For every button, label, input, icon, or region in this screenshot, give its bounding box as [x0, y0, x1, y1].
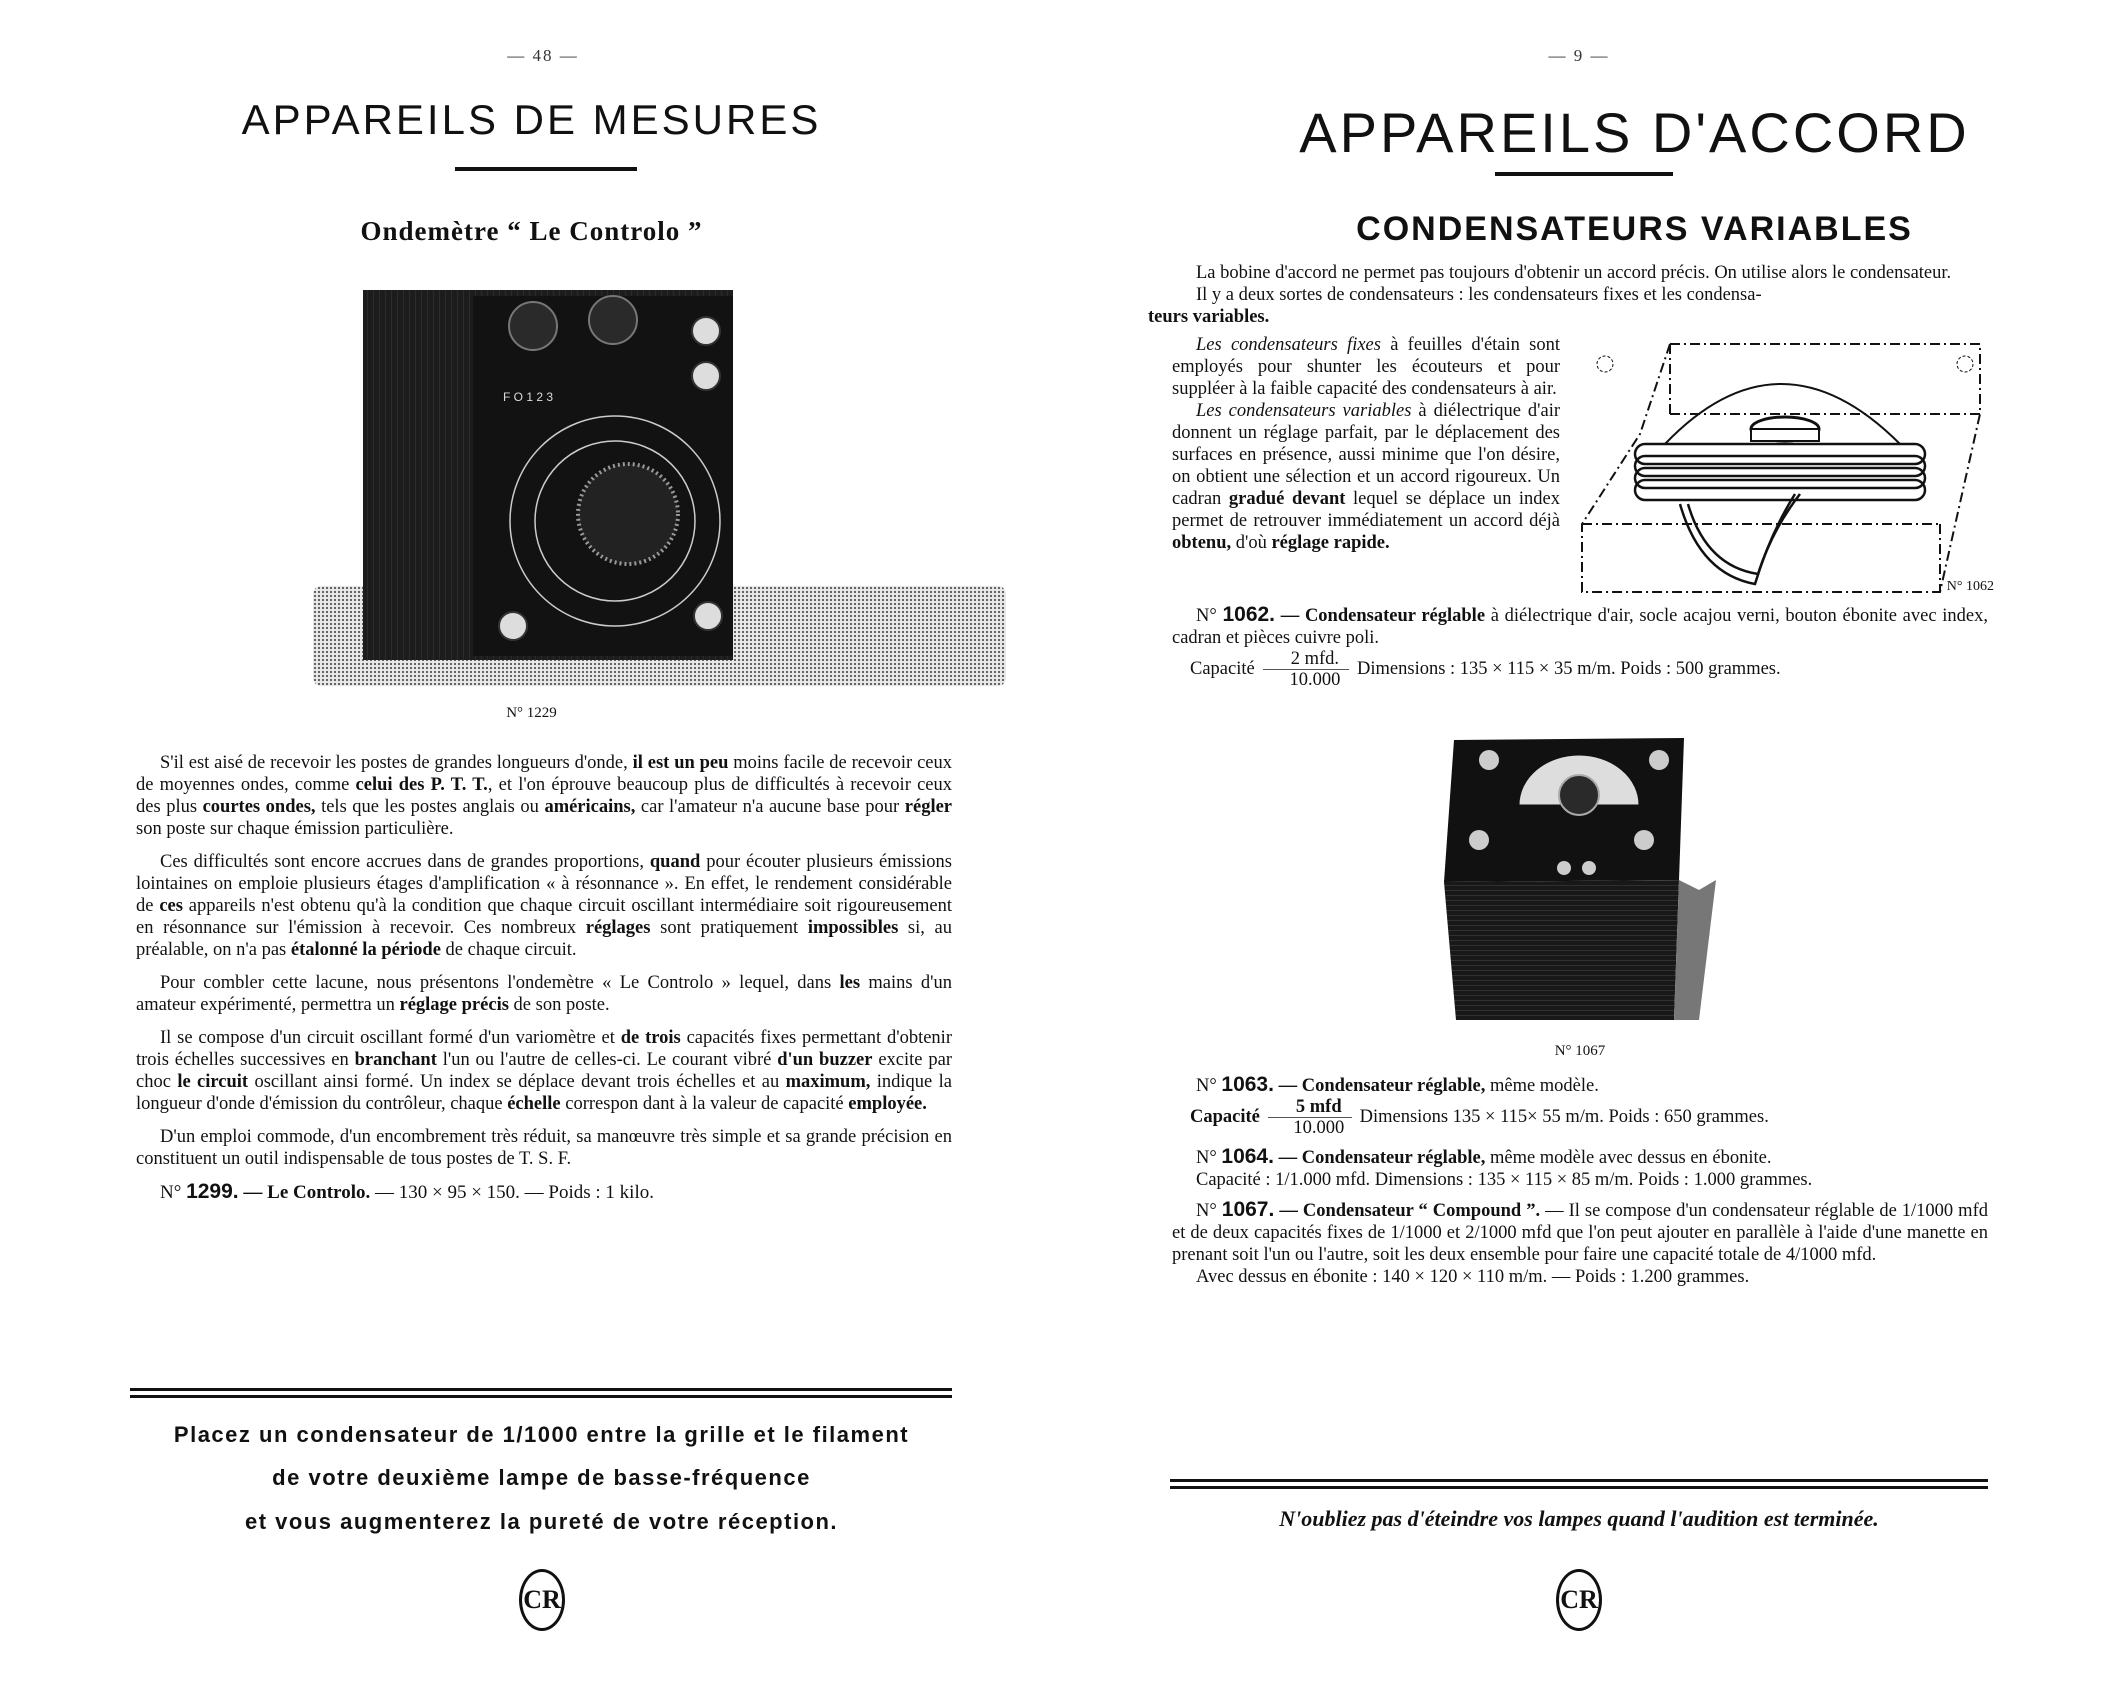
product-1067: N° 1067. — Condensateur “ Compound ”. — Il se compose d'un condensateur réglable de 1/1000 mfd et de deux capacités fixes de 1/1000 et 2/1000 mfd que l'on peut ajouter en parallèle à l'aide d'une manette en prenant soit l'un ou l'autre, soit les deux ensemble pour faire une capacité totale de 4/1000 mfd.: [1172, 1198, 1988, 1265]
page-number: — 9 —: [1548, 46, 1610, 65]
paragraph: Les condensateurs fixes à feuilles d'étain sont employés pour shunter les écouteurs et pour suppléer à la faible capacité des condensateurs à air.: [1172, 335, 1560, 399]
wavemeter-photo-icon: [313, 286, 1006, 694]
photo-caption: N° 1067: [1554, 1043, 1606, 1059]
paragraph: Les condensateurs variables à diélectrique d'air donnent un réglage parfait, par le déplacement des surfaces en présence, aussi minime que l'on désire, on obtient une sélection et un accord rigoureux. Un cadran gradué devant lequel se déplace un index permet de retrouver immédiatement un accord déjà obtenu, d'où réglage rapide.: [1172, 401, 1560, 553]
title-rule: [1495, 172, 1673, 176]
page-title: APPAREILS DE MESURES: [241, 96, 822, 143]
product-1062-capacity: Capacité $\frac{\text{2 mfd.}}{10.000}$ Dimensions : 135 × 115 × 35 m/m. Poids : 500 grammes.: [1190, 649, 1781, 690]
product-1063-capacity: Capacité $\frac{\text{5 mfd}}{10.000}$ Dimensions 135 × 115× 55 m/m. Poids : 650 grammes.: [1190, 1097, 1769, 1138]
tagline: N'oubliez pas d'éteindre vos lampes quand l'audition est terminée.: [1279, 1506, 1879, 1531]
product-1062: N° 1062. — Condensateur réglable à diélectrique d'air, socle acajou verni, bouton ébonite avec index, cadran et pièces cuivre poli.: [1172, 603, 1988, 648]
body-text: [136, 752, 952, 1204]
paragraph: S'il est aisé de recevoir les postes de grandes longueurs d'onde, il est un peu moins facile de recevoir ceux de moyennes ondes, comme celui des P. T. T., et l'on éprouve beaucoup plus de difficultés à recevoir ceux des plus courtes ondes, tels que les postes anglais ou américains, car l'amateur n'a aucune base pour régler son poste sur chaque émission particulière.: [136, 753, 953, 839]
body-text: [1148, 262, 1994, 1288]
page-title: APPAREILS D'ACCORD: [1299, 101, 1970, 164]
product-spec: N° 1299. — Le Controlo. — 130 × 95 × 150. — Poids : 1 kilo.: [160, 1180, 654, 1203]
paragraph: La bobine d'accord ne permet pas toujours d'obtenir un accord précis. On utilise alors le condensateur.: [1196, 263, 1952, 283]
paragraph: Il se compose d'un circuit oscillant formé d'un variomètre et de trois capacités fixes permettant d'obtenir trois échelles successives en branchant l'un ou l'autre de celles-ci. Le courant vibré d'un buzzer excite par choc le circuit oscillant ainsi formé. Un index se déplace devant trois échelles et au maximum, indique la longueur d'onde d'émission du contrôleur, chaque échelle correspon dant à la valeur de capacité employée.: [136, 1028, 952, 1114]
right-page: [1063, 0, 2126, 1702]
product-1064: N° 1064. — Condensateur réglable, même modèle avec dessus en ébonite.: [1196, 1145, 1772, 1168]
svg-text:F O 1 2 3: F O 1 2 3: [503, 390, 554, 404]
capacitor-diagram-icon: [1580, 334, 1994, 604]
cr-monogram-logo-icon: CR: [1556, 1569, 1602, 1631]
page-number: — 48 —: [507, 46, 579, 65]
product-1067-details: Avec dessus en ébonite : 140 × 120 × 110 m/m. — Poids : 1.200 grammes.: [1196, 1267, 1750, 1287]
title-rule: [455, 167, 637, 171]
section-subtitle: CONDENSATEURS VARIABLES: [1356, 210, 1913, 248]
tagline-line: de votre deuxième lampe de basse-fréquence: [272, 1465, 811, 1490]
tagline-line: et vous augmenterez la pureté de votre réception.: [244, 1509, 839, 1534]
product-1063: N° 1063. — Condensateur réglable, même modèle.: [1196, 1073, 1599, 1096]
diagram-caption: N° 1062: [1946, 579, 1994, 594]
figure-caption: N° 1229: [506, 705, 557, 721]
product-1064-details: Capacité : 1/1.000 mfd. Dimensions : 135 × 115 × 85 m/m. Poids : 1.000 grammes.: [1196, 1170, 1813, 1190]
paragraph: D'un emploi commode, d'un encombrement très réduit, sa manœuvre très simple et sa grande précision en constituent un outil indispensable de tous postes de T. S. F.: [136, 1127, 952, 1169]
paragraph: Ces difficultés sont encore accrues dans de grandes proportions, quand pour écouter plusieurs émissions lointaines on emploie plusieurs étages d'amplification « à résonnance ». En effet, le rendement considérable de ces appareils n'est obtenu qu'à la condition que chaque circuit oscillant intermédiaire soit rigoureusement en résonnance sur l'émission à recevoir. Ces nombreux réglages sont pratiquement impossibles si, au préalable, on n'a pas étalonné la période de chaque circuit.: [136, 852, 953, 960]
paragraph: Il y a deux sortes de condensateurs : les condensateurs fixes et les condensa- teurs variables.: [1148, 285, 1762, 327]
double-rule: [130, 1388, 952, 1398]
compound-capacitor-photo-icon: [1434, 730, 1726, 1036]
capacity-fraction: $\frac{\text{2 mfd.}}{10.000}$: [1263, 649, 1349, 690]
tagline-line: Placez un condensateur de 1/1000 entre la grille et le filament: [173, 1422, 910, 1447]
cr-monogram-logo-icon: CR: [519, 1569, 565, 1631]
paragraph: Pour combler cette lacune, nous présentons l'ondemètre « Le Controlo » lequel, dans les mains d'un amateur expérimenté, permettra un réglage précis de son poste.: [136, 973, 952, 1015]
double-rule: [1170, 1479, 1988, 1489]
section-subtitle: Ondemètre “ Le Controlo ”: [360, 216, 703, 246]
capacity-fraction: $\frac{\text{5 mfd}}{10.000}$: [1268, 1097, 1352, 1138]
